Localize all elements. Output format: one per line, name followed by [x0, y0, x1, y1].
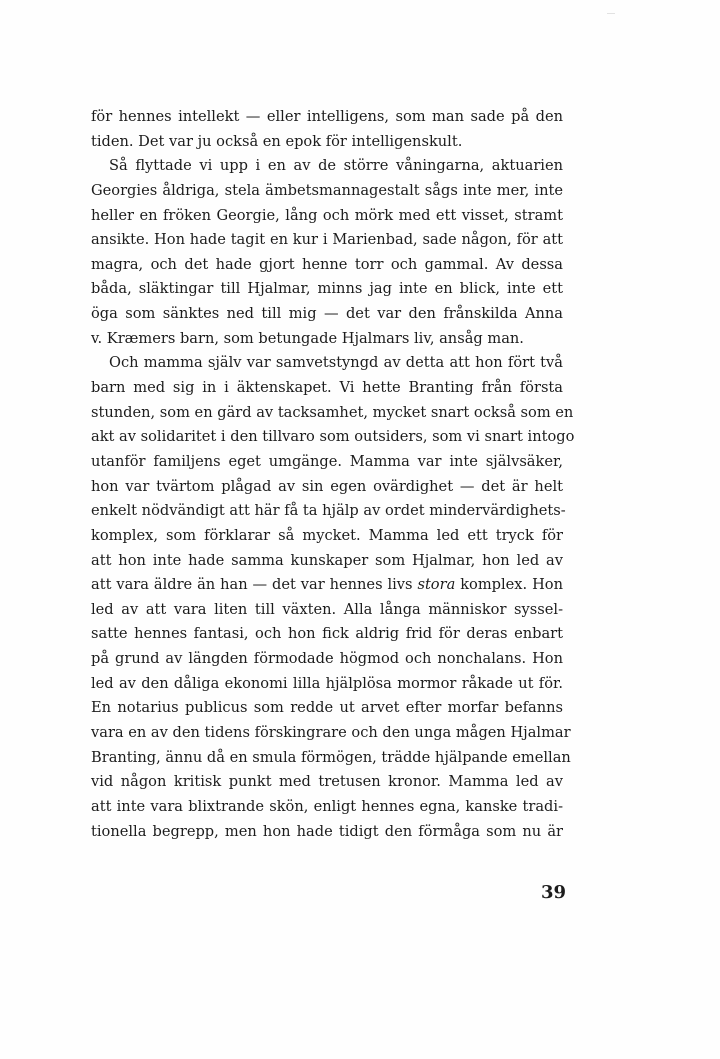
text-line: på grund av längden förmodade högmod och nonchalans. Hon [91, 650, 563, 668]
text-line: vara en av den tidens förskingrare och den unga mågen Hjalmar [91, 724, 571, 742]
text-line: att inte vara blixtrande skön, enligt hennes egna, kanske tradi- [91, 797, 563, 815]
text-line: tionella begrepp, men hon hade tidigt den förmåga som nu är [91, 822, 563, 840]
text-line: barn med sig in i äktenskapet. Vi hette Branting från första [91, 379, 563, 397]
text-line: Georgies åldriga, stela ämbetsmannagestalt sågs inte mer, inte [91, 181, 563, 199]
text-line: satte hennes fantasi, och hon fick aldrig frid för deras enbart [91, 625, 563, 643]
text-line: Branting, ännu då en smula förmögen, trädde hjälpande emellan [91, 748, 571, 766]
text-line: led av den dåliga ekonomi lilla hjälplösa mormor råkade ut för. [91, 674, 563, 692]
page-number: 39 [540, 882, 566, 903]
text-segment: komplex. Hon [455, 576, 563, 594]
italic-word: stora [417, 576, 456, 594]
text-line: vid någon kritisk punkt med tretusen kronor. Mamma led av [91, 773, 563, 791]
text-line: stunden, som en gärd av tacksamhet, mycket snart också som en [91, 403, 574, 421]
text-line: magra, och det hade gjort henne torr och gammal. Av dessa [91, 255, 563, 273]
text-line: En notarius publicus som redde ut arvet efter morfar befanns [91, 699, 563, 717]
text-line: att hon inte hade samma kunskaper som Hjalmar, hon led av [91, 551, 563, 569]
text-line: öga som sänktes ned till mig — det var den frånskilda Anna [91, 305, 563, 323]
text-line: utanför familjens eget umgänge. Mamma var inte självsäker, [91, 452, 563, 470]
text-line: akt av solidaritet i den tillvaro som outsiders, som vi snart intogo [91, 428, 575, 446]
text-line: enkelt nödvändigt att här få ta hjälp av ordet mindervärdighets- [91, 502, 566, 520]
text-line: Så flyttade vi upp i en av de större våningarna, aktuarien [109, 157, 563, 175]
text-segment: att vara äldre än han — det var hennes livs [91, 576, 418, 594]
text-line: båda, släktingar till Hjalmar, minns jag inte en blick, inte ett [91, 280, 563, 298]
text-line: v. Kræmers barn, som betungade Hjalmars liv, ansåg man. [91, 329, 524, 347]
text-line: heller en fröken Georgie, lång och mörk med ett visset, stramt [91, 206, 563, 224]
text-line: Och mamma själv var samvetstyngd av detta att hon fört två [109, 354, 563, 372]
scan-mark [607, 13, 615, 14]
text-line: tiden. Det var ju också en epok för intelligenskult. [91, 132, 463, 150]
text-line: led av att vara liten till växten. Alla långa människor syssel- [91, 600, 563, 618]
text-line: ansikte. Hon hade tagit en kur i Marienbad, sade någon, för att [91, 231, 563, 249]
text-line: komplex, som förklarar så mycket. Mamma led ett tryck för [91, 526, 563, 544]
text-line: hon var tvärtom plågad av sin egen ovärdighet — det är helt [91, 477, 563, 495]
body-text [91, 105, 575, 844]
text-line: för hennes intellekt — eller intelligens, som man sade på den [91, 108, 563, 125]
text-line-with-italic [91, 573, 563, 598]
